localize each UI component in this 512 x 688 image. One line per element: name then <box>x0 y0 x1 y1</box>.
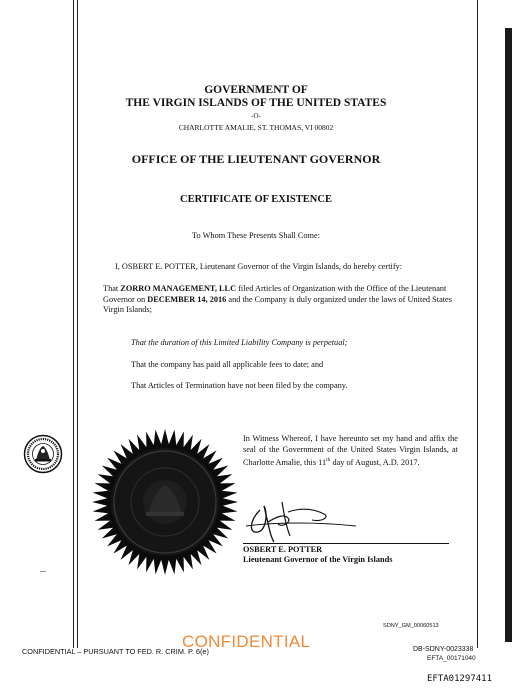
handwritten-signature <box>238 492 358 547</box>
paragraph-text-1: That <box>103 284 121 293</box>
signature-line <box>243 543 449 544</box>
confidential-notice: CONFIDENTIAL – PURSUANT TO FED. R. CRIM. P. 6(e) <box>22 647 209 656</box>
left-margin-mark <box>40 571 46 572</box>
confidential-stamp: CONFIDENTIAL <box>182 632 311 651</box>
company-name: ZORRO MANAGEMENT, LLC <box>120 284 237 293</box>
certificate-title: CERTIFICATE OF EXISTENCE <box>180 194 332 205</box>
sdny-gm-bates: SDNY_GM_00060513 <box>383 623 439 629</box>
header-address: CHARLOTTE AMALIE, ST. THOMAS, VI 00802 <box>178 123 334 132</box>
header-separator: -O- <box>251 112 261 120</box>
header-line-1: GOVERNMENT OF <box>204 84 308 96</box>
witness-statement <box>243 434 458 469</box>
header-line-2: THE VIRGIN ISLANDS OF THE UNITED STATES <box>125 97 387 109</box>
witness-text-1: In Witness Whereof, I have hereunto set my hand and affix the seal of the Government of the United States Virgin Islands, at Charlotte Amalie, this 11 <box>243 434 458 467</box>
fees-statement: That the company has paid all applicable fees to date; and <box>131 360 324 369</box>
embossed-seal-icon <box>90 427 240 577</box>
paragraph-text-3: and the Company is duly organized under the laws of United States Virgin Islands; <box>103 294 452 315</box>
right-edge-bar <box>505 28 512 642</box>
duration-statement: That the duration of this Limited Liability Company is perpetual; <box>131 338 348 347</box>
efta-main-bates: EFTA01297411 <box>427 674 493 684</box>
government-seal-icon <box>23 434 63 474</box>
efta-small-bates: EFTA_00171040 <box>427 655 476 662</box>
organization-paragraph <box>103 284 463 316</box>
signatory-title: Lieutenant Governor of the Virgin Islands <box>243 555 393 564</box>
office-title: OFFICE OF THE LIEUTENANT GOVERNOR <box>131 152 381 166</box>
filing-date: DECEMBER 14, 2016 <box>147 294 227 304</box>
signatory-name: OSBERT E. POTTER <box>243 545 323 554</box>
paragraph-text-2: filed Articles of Organization with the Office of the Lieutenant Governor on <box>103 284 447 304</box>
termination-statement: That Articles of Termination have not been filed by the company. <box>131 381 348 390</box>
day-suffix: th <box>326 457 331 464</box>
witness-text-2: day of August, A.D. 2017. <box>330 457 420 467</box>
db-sdny-bates: DB-SDNY-0023338 <box>413 646 474 653</box>
salutation: To Whom These Presents Shall Come: <box>192 231 320 240</box>
certify-statement: I, OSBERT E. POTTER, Lieutenant Governor of the Virgin Islands, do hereby certify: <box>115 262 403 271</box>
